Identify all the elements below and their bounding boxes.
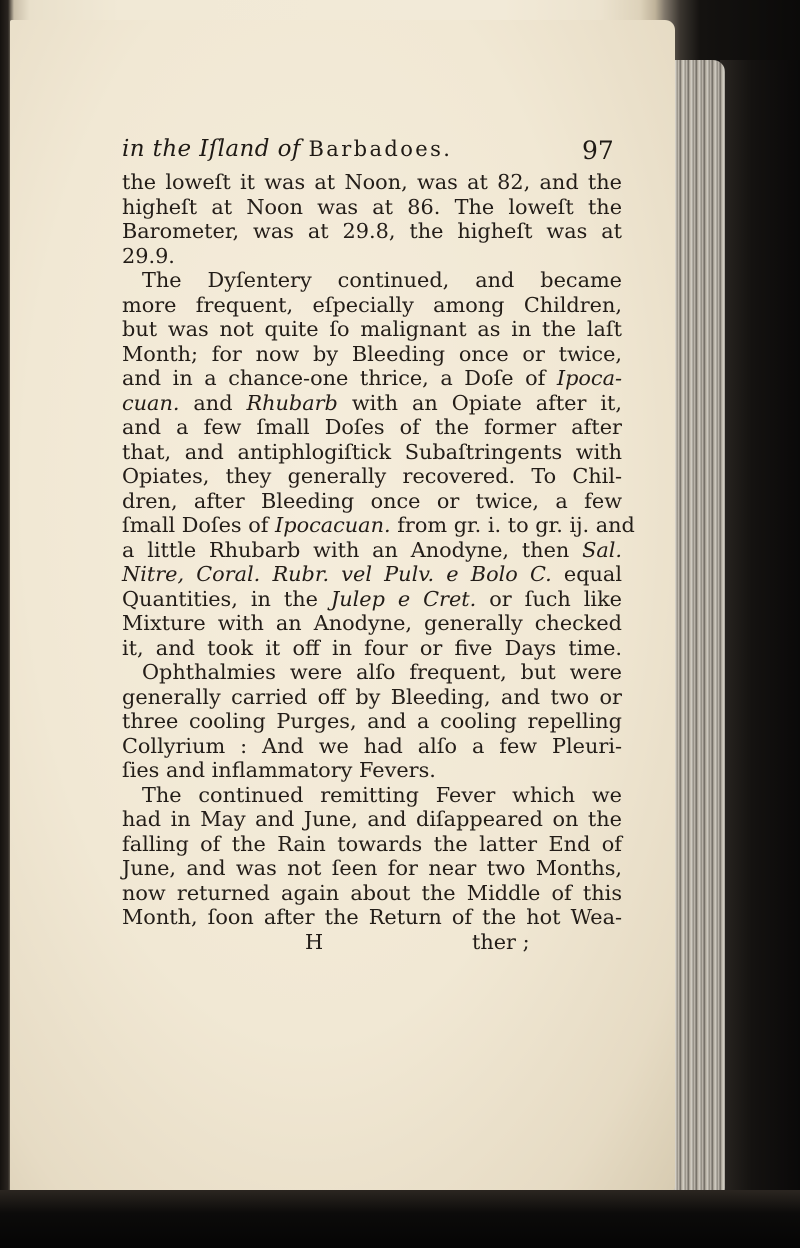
text-line: 29.9. xyxy=(122,243,175,268)
page-header xyxy=(0,134,800,174)
text-line: June, and was not ſeen for near two Months, xyxy=(122,856,622,880)
catchword: ther ; xyxy=(472,929,530,954)
text-line: The continued remitting Fever which we xyxy=(142,782,622,807)
text-line: three cooling Purges, and a cooling repelling xyxy=(122,709,622,733)
text-line xyxy=(122,391,622,416)
running-title-caps: Barbadoes. xyxy=(308,137,453,161)
text-line: and a few ſmall Doſes of the former after xyxy=(122,415,622,439)
text-line: Barometer, was at 29.8, the higheſt was at xyxy=(122,219,622,243)
text-run: ſmall Doſes of xyxy=(122,513,276,537)
text-line xyxy=(122,562,622,587)
book-cover-shadow xyxy=(720,60,800,1200)
text-line: Ophthalmies were alſo frequent, but were xyxy=(142,660,622,684)
text-line: Month; for now by Bleeding once or twice, xyxy=(122,341,622,366)
text-line: now returned again about the Middle of this xyxy=(122,880,622,905)
text-line: dren, after Bleeding once or twice, a few xyxy=(122,488,622,513)
text-run: or ſuch like xyxy=(476,586,622,611)
text-line: higheſt at Noon was at 86. The loweſt the xyxy=(122,194,622,219)
text-run-italic: Ipoca- xyxy=(556,366,622,390)
text-line: but was not quite ſo malignant as in the laſt xyxy=(122,317,622,341)
text-line: ſies and inflammatory Fevers. xyxy=(122,758,436,782)
bottom-shadow xyxy=(0,1190,800,1248)
signature-mark: H xyxy=(305,929,324,954)
text-line: it, and took it off in four or five Days time. xyxy=(122,635,622,660)
text-line: Month, ſoon after the Return of the hot Wea- xyxy=(122,905,622,929)
text-line xyxy=(122,538,622,563)
text-line: falling of the Rain towards the latter End of xyxy=(122,831,622,856)
text-line: Mixture with an Anodyne, generally checked xyxy=(122,611,622,635)
text-run-italic: Julep e Cret. xyxy=(330,586,477,611)
running-head xyxy=(122,136,452,162)
page-footer xyxy=(122,930,622,955)
text-line xyxy=(122,587,622,612)
text-run: and xyxy=(179,390,247,415)
text-run: with an Opiate after it, xyxy=(337,390,622,415)
text-run-italic: Rhubarb xyxy=(246,390,338,415)
text-line: had in May and June, and diſappeared on the xyxy=(122,807,622,831)
running-title-italic: in the Iſland of xyxy=(122,136,301,162)
body-text xyxy=(122,170,635,954)
text-line: Collyrium : And we had alſo a few Pleuri- xyxy=(122,733,622,758)
text-line xyxy=(122,513,635,538)
text-line: The Dyſentery continued, and became xyxy=(142,268,622,292)
text-run-italic: Sal. xyxy=(582,537,622,562)
text-line: the loweſt it was at Noon, was at 82, and the xyxy=(122,170,622,194)
text-line: that, and antiphlogiſtick Subaſtringents with xyxy=(122,439,622,464)
text-run: a little Rhubarb with an Anodyne, then xyxy=(122,537,583,562)
text-run-italic: cuan. xyxy=(122,390,180,415)
text-run-italic: Nitre, Coral. Rubr. vel Pulv. e Bolo C. xyxy=(122,562,552,586)
page-number: 97 xyxy=(582,136,614,165)
text-run: equal xyxy=(551,562,622,586)
text-line xyxy=(122,366,622,391)
text-run: and in a chance-one thrice, a Doſe of xyxy=(122,366,546,390)
text-run: from gr. i. to gr. ij. and xyxy=(390,513,635,537)
text-line: generally carried off by Bleeding, and two or xyxy=(122,684,622,709)
text-run: Quantities, in the xyxy=(122,586,331,611)
text-line: more frequent, eſpecially among Children, xyxy=(122,292,622,317)
text-run-italic: Ipocacuan. xyxy=(275,513,391,537)
text-line: Opiates, they generally recovered. To Chil- xyxy=(122,464,622,488)
